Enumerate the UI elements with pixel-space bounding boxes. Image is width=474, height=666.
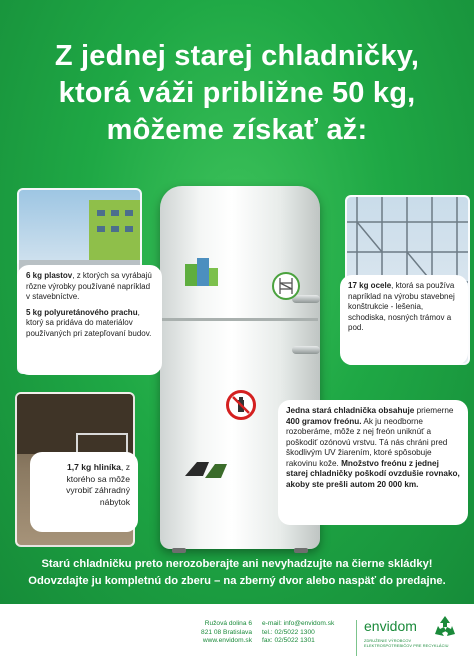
steel-amount: 17 kg ocele	[348, 281, 392, 290]
freon-text-2: Ak ju neodborne rozoberáme, môže z nej freón uniknúť a poškodiť ozónovú vrstvu. Tá nás chráni pred škodlivým UV žiarením, ktoré spôsobuje rakovinu kože.	[286, 416, 448, 468]
footer-divider	[356, 620, 357, 656]
recycle-icon	[432, 614, 458, 640]
call-to-action-line-1: Starú chladničku preto nerozoberajte ani nevyhadzujte na čierne skládky!	[41, 558, 433, 570]
plastic-amount: 6 kg plastov	[26, 271, 73, 280]
call-to-action-line-2: Odovzdajte ju kompletnú do zberu – na zberný dvor alebo naspäť do predajne.	[28, 575, 446, 587]
footer	[0, 604, 474, 666]
footer-contact	[262, 620, 350, 646]
headline-line-1: Z jednej starej chladničky,	[54, 40, 420, 72]
phone: tel.: 02/5022 1300	[262, 628, 315, 636]
fridge-door-gap	[162, 318, 318, 321]
polyurethane-description: , ktorý sa pridáva do materiálov používaných pri zatepľovaní budov.	[26, 307, 152, 338]
brand-tagline-1: ZDRUŽENIE VÝROBCOV	[364, 638, 412, 643]
fridge-foot-left	[172, 548, 186, 553]
polyurethane-amount: 5 kg polyuretánového prachu	[26, 307, 138, 317]
freon-comparison: Množstvo freónu z jednej starej chladničky poškodí ovzdušie rovnako, akoby ste prešli autom 20 000 km.	[286, 458, 460, 489]
steel-description: , ktorá sa používa napríklad na výrobu stavebnej konštrukcie - lešenia, schodiska, nosných trámov a pod.	[348, 281, 455, 332]
no-spray-icon	[226, 390, 256, 420]
buildings-sticker-icon	[183, 256, 219, 286]
scaffold-sticker-icon	[272, 272, 300, 300]
aluminium-amount: 1,7 kg hliníka	[66, 462, 121, 472]
fridge-foot-right	[294, 548, 308, 553]
headline-line-3: môžeme získať až:	[106, 114, 368, 146]
aluminium-callout	[30, 452, 138, 532]
fridge-handle-bottom	[292, 346, 320, 354]
freon-intro: Jedna stará chladnička obsahuje	[286, 406, 415, 415]
call-to-action	[0, 556, 474, 590]
footer-address	[190, 620, 252, 646]
freon-callout	[278, 400, 468, 525]
freon-text-1: priemerne	[414, 406, 454, 415]
email-link[interactable]: e-mail: info@envidom.sk	[262, 620, 335, 627]
website-link[interactable]: www.envidom.sk	[202, 637, 252, 645]
garden-chairs-sticker-icon	[183, 452, 229, 482]
aluminium-description: , z ktorého sa môže vyrobiť záhradný nábytok	[66, 462, 130, 507]
fridge-handle-top	[292, 295, 320, 303]
freon-amount: 400 gramov freónu.	[286, 416, 362, 426]
headline	[0, 38, 474, 149]
fax: fax: 02/5022 1301	[262, 637, 315, 645]
address-city: 821 08 Bratislava	[201, 628, 252, 636]
brand-name: envidom	[364, 618, 417, 634]
steel-callout	[340, 275, 468, 365]
headline-line-2: ktorá váži približne 50 kg,	[58, 77, 416, 109]
plastic-callout	[17, 265, 162, 375]
address-street: Ružová dolina 6	[204, 620, 252, 627]
brand-tagline-2: ELEKTROSPOTREBIČOV PRE RECYKLÁCIU	[364, 643, 449, 648]
plastic-description: , z ktorých sa vyrábajú rôzne výrobky používané napríklad v stavebníctve.	[26, 271, 152, 301]
